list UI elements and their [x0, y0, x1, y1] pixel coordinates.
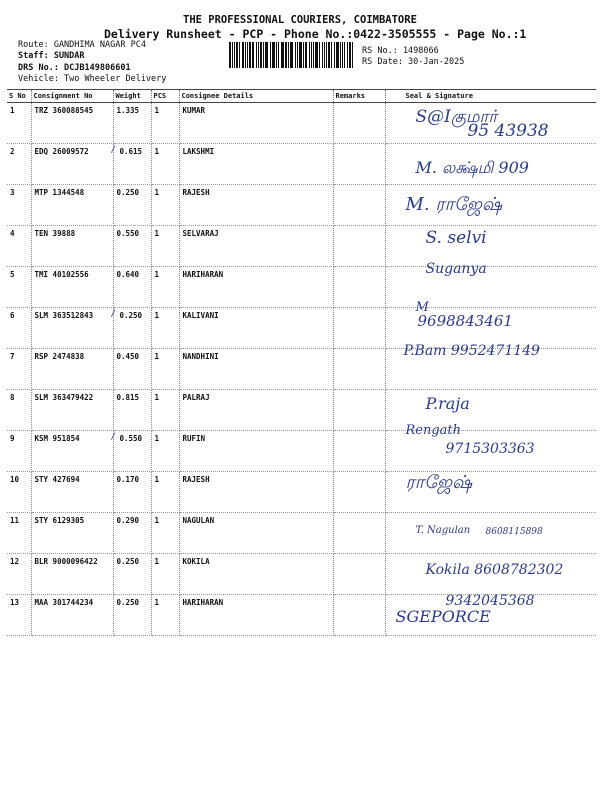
- row-consignment-no: KSM 951854: [31, 431, 113, 472]
- row-remarks: [333, 144, 385, 185]
- row-weight: 1.335: [113, 103, 151, 144]
- table-row: [7, 144, 596, 185]
- row-sno: 2: [7, 144, 31, 185]
- row-pcs: 1: [151, 472, 179, 513]
- table-row: [7, 103, 596, 144]
- row-sno: 5: [7, 267, 31, 308]
- row-consignment-no: SLM 363512843: [31, 308, 113, 349]
- row-pcs: 1: [151, 595, 179, 636]
- handwritten-signature: M: [415, 300, 429, 315]
- table-row: [7, 431, 596, 472]
- row-weight: / 0.550: [113, 431, 151, 472]
- row-pcs: 1: [151, 185, 179, 226]
- row-remarks: [333, 595, 385, 636]
- row-pcs: 1: [151, 513, 179, 554]
- handwritten-signature: 8608115898: [485, 527, 543, 537]
- table-row: [7, 267, 596, 308]
- table-row: [7, 472, 596, 513]
- table-row: [7, 513, 596, 554]
- row-signature: [385, 185, 596, 226]
- row-consignment-no: MTP 1344548: [31, 185, 113, 226]
- row-weight: 0.250: [113, 595, 151, 636]
- row-consignment-no: BLR 9000096422: [31, 554, 113, 595]
- row-sno: 10: [7, 472, 31, 513]
- row-pcs: 1: [151, 554, 179, 595]
- col-weight: Weight: [113, 90, 151, 103]
- handwritten-signature: M. லக்ஷ்மி 909: [415, 158, 529, 177]
- row-consignee: SELVARAJ: [179, 226, 333, 267]
- row-consignment-no: RSP 2474838: [31, 349, 113, 390]
- table-row: [7, 595, 596, 636]
- col-remarks: Remarks: [333, 90, 385, 103]
- handwritten-signature: T. Nagulan: [415, 525, 471, 536]
- row-weight: 0.640: [113, 267, 151, 308]
- row-signature: [385, 513, 596, 554]
- row-weight: 0.250: [113, 554, 151, 595]
- handwritten-signature: 9698843461: [417, 312, 513, 330]
- col-consignee: Consignee Details: [179, 90, 333, 103]
- row-sno: 8: [7, 390, 31, 431]
- row-consignment-no: TRZ 360088545: [31, 103, 113, 144]
- handwritten-signature: Rengath: [405, 423, 462, 438]
- row-signature: [385, 103, 596, 144]
- row-remarks: [333, 185, 385, 226]
- row-signature: [385, 423, 596, 472]
- check-mark-icon: /: [110, 309, 116, 319]
- row-sno: 7: [7, 349, 31, 390]
- col-signature: Seal & Signature: [385, 90, 596, 103]
- row-weight: / 0.250: [113, 308, 151, 349]
- check-mark-icon: /: [110, 432, 116, 442]
- row-sno: 12: [7, 554, 31, 595]
- route-label: Route: GANDHIMA NAGAR PC4: [18, 40, 146, 50]
- row-consignee: KALIVANI: [179, 308, 333, 349]
- handwritten-signature: P.Bam 9952471149: [403, 343, 540, 359]
- handwritten-signature: P.raja: [425, 394, 470, 413]
- row-pcs: 1: [151, 349, 179, 390]
- row-weight: 0.550: [113, 226, 151, 267]
- row-pcs: 1: [151, 431, 179, 472]
- row-sno: 11: [7, 513, 31, 554]
- row-sno: 13: [7, 595, 31, 636]
- runsheet-table: [7, 89, 596, 636]
- table-row: [7, 185, 596, 226]
- row-consignee: PALRAJ: [179, 390, 333, 431]
- barcode: [229, 42, 354, 68]
- row-remarks: [333, 267, 385, 308]
- row-remarks: [333, 472, 385, 513]
- row-consignee: RAJESH: [179, 185, 333, 226]
- row-consignee: HARIHARAN: [179, 595, 333, 636]
- row-consignee: KOKILA: [179, 554, 333, 595]
- row-weight: 0.290: [113, 513, 151, 554]
- handwritten-signature: 9342045368: [445, 593, 535, 609]
- rs-number: RS No.: 1498066: [362, 46, 439, 56]
- staff-label: Staff: SUNDAR: [18, 51, 85, 61]
- row-consignment-no: EDQ 26009572: [31, 144, 113, 185]
- handwritten-signature: S. selvi: [425, 228, 487, 248]
- row-consignee: RUFIN: [179, 431, 333, 472]
- col-sno: S No: [7, 90, 31, 103]
- row-consignee: LAKSHMI: [179, 144, 333, 185]
- row-signature: [385, 226, 596, 267]
- handwritten-signature: Suganya: [425, 261, 487, 277]
- drs-number: DRS No.: DCJB149806601: [18, 63, 131, 73]
- row-consignee: RAJESH: [179, 472, 333, 513]
- row-remarks: [333, 349, 385, 390]
- row-remarks: [333, 308, 385, 349]
- row-consignment-no: STY 6129305: [31, 513, 113, 554]
- row-consignment-no: STY 427694: [31, 472, 113, 513]
- row-remarks: [333, 431, 385, 472]
- handwritten-signature: SGEPORCE: [395, 607, 491, 626]
- handwritten-signature: 95 43938: [467, 121, 549, 141]
- row-sno: 4: [7, 226, 31, 267]
- row-pcs: 1: [151, 103, 179, 144]
- row-remarks: [333, 390, 385, 431]
- row-pcs: 1: [151, 144, 179, 185]
- row-consignment-no: SLM 363479422: [31, 390, 113, 431]
- row-consignment-no: TEN 39888: [31, 226, 113, 267]
- row-pcs: 1: [151, 390, 179, 431]
- col-consignment: Consignment No: [31, 90, 113, 103]
- row-sno: 3: [7, 185, 31, 226]
- rs-date: RS Date: 30-Jan-2025: [362, 57, 465, 67]
- row-consignee: NAGULAN: [179, 513, 333, 554]
- row-pcs: 1: [151, 308, 179, 349]
- table-row: [7, 349, 596, 390]
- row-remarks: [333, 554, 385, 595]
- runsheet-header: [0, 0, 600, 90]
- row-consignee: KUMAR: [179, 103, 333, 144]
- row-weight: / 0.615: [113, 144, 151, 185]
- row-sno: 6: [7, 308, 31, 349]
- row-remarks: [333, 103, 385, 144]
- row-pcs: 1: [151, 226, 179, 267]
- row-remarks: [333, 226, 385, 267]
- row-consignee: NANDHINI: [179, 349, 333, 390]
- row-sno: 1: [7, 103, 31, 144]
- row-weight: 0.250: [113, 185, 151, 226]
- row-pcs: 1: [151, 267, 179, 308]
- row-weight: 0.815: [113, 390, 151, 431]
- row-weight: 0.170: [113, 472, 151, 513]
- table-row: [7, 554, 596, 595]
- company-name: THE PROFESSIONAL COURIERS, COIMBATORE: [183, 14, 417, 26]
- table-row: [7, 390, 596, 431]
- table-row: [7, 226, 596, 267]
- col-pcs: PCS: [151, 90, 179, 103]
- row-sno: 9: [7, 431, 31, 472]
- row-weight: 0.450: [113, 349, 151, 390]
- table-header-row: [7, 90, 596, 103]
- handwritten-signature: S@Iகுமார்: [415, 107, 498, 127]
- row-signature: [385, 343, 596, 390]
- handwritten-signature: M. ராஜேஷ்: [405, 194, 503, 215]
- row-consignee: HARIHARAN: [179, 267, 333, 308]
- row-consignment-no: TMI 40102556: [31, 267, 113, 308]
- vehicle-label: Vehicle: Two Wheeler Delivery: [18, 74, 167, 84]
- row-remarks: [333, 513, 385, 554]
- row-signature: [385, 595, 596, 636]
- row-signature: [385, 472, 596, 513]
- check-mark-icon: /: [110, 145, 116, 155]
- row-signature: [385, 554, 596, 595]
- runsheet-title: Delivery Runsheet - PCP - Phone No.:0422-3505555 - Page No.:1: [104, 27, 527, 41]
- row-signature: [385, 144, 596, 185]
- row-consignment-no: MAA 301744234: [31, 595, 113, 636]
- handwritten-signature: 9715303363: [445, 441, 535, 457]
- handwritten-signature: ராஜேஷ்: [405, 472, 473, 493]
- handwritten-signature: Kokila 8608782302: [425, 562, 564, 578]
